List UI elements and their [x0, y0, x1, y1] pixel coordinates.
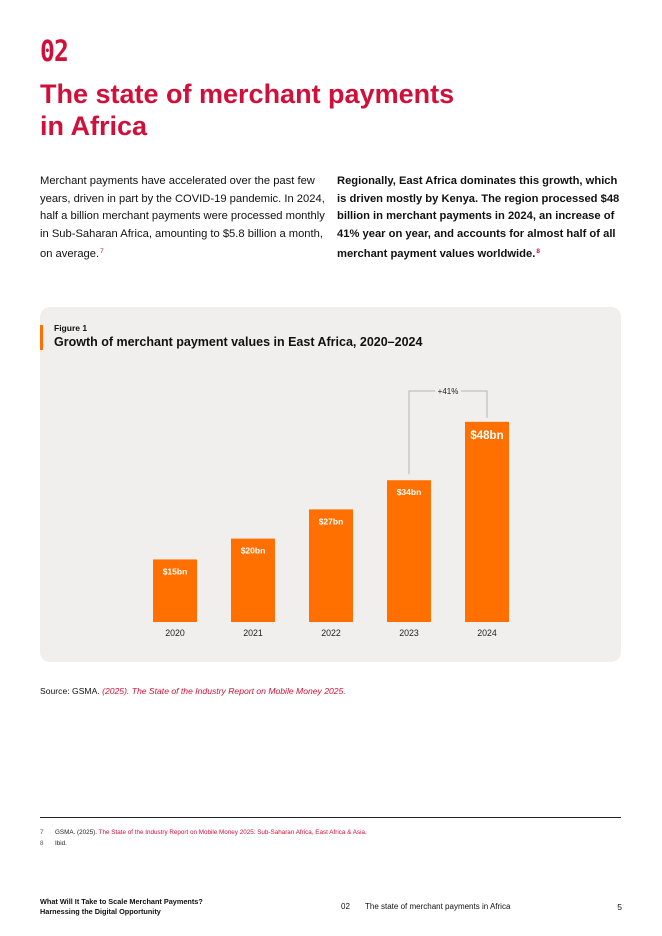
figure-kicker: Figure 1	[54, 323, 88, 333]
footnote-reference-link[interactable]: The State of the Industry Report on Mobile Money 2025: Sub-Saharan Africa, East Africa & Asia.	[98, 829, 367, 836]
bar-chart	[40, 307, 621, 662]
bar-value-label: $48bn	[470, 429, 504, 442]
footnote-text: GSMA. (2025).	[55, 829, 97, 836]
footer-chapter-title: The state of merchant payments in Africa	[365, 902, 511, 911]
footnote-8	[40, 840, 67, 847]
figure-title: Growth of merchant payment values in East Africa, 2020–2024	[54, 335, 423, 349]
bar-2024	[465, 422, 509, 622]
footer-publication-title	[40, 897, 270, 916]
source-prefix: Source: GSMA.	[40, 686, 100, 696]
footnote-marker-7[interactable]: 7	[100, 248, 104, 255]
source-reference[interactable]: (2025). The State of the Industry Report on Mobile Money 2025.	[102, 686, 346, 696]
footer-publication-line1: What Will It Take to Scale Merchant Payments?	[40, 897, 203, 906]
figure-source	[40, 686, 346, 696]
page-number: 5	[617, 902, 622, 912]
intro-right-text: Regionally, East Africa dominates this growth, which is driven mostly by Kenya. The region processed $48 billion in merchant payments in 2024, an increase of 41% year on year, and accounts for almost half of all merchant payment values worldwide.	[337, 175, 620, 260]
bar-value-label: $34bn	[396, 487, 422, 498]
intro-left-text: Merchant payments have accelerated over the past few years, driven in part by the COVID-19 pandemic. In 2024, half a billion merchant payments were processed monthly in Sub-Saharan Africa, amounting to $5.8 billion a month, on average.	[40, 175, 325, 260]
x-tick-label: 2023	[399, 628, 419, 638]
bar-value-label: $27bn	[318, 516, 344, 527]
x-tick-label: 2021	[243, 628, 263, 638]
footnote-divider	[40, 817, 621, 818]
x-tick-label: 2022	[321, 628, 341, 638]
bar-value-label: $15bn	[162, 566, 188, 577]
intro-left-paragraph	[40, 173, 325, 264]
chapter-title: The state of merchant payments in Africa	[40, 79, 455, 141]
footer-chapter-number: 02	[341, 902, 350, 911]
chapter-number: 02	[40, 34, 68, 68]
footnote-marker-8[interactable]: 8	[536, 248, 540, 255]
footnote-number: 8	[40, 840, 44, 847]
x-tick-label: 2024	[477, 628, 497, 638]
intro-right-paragraph	[337, 173, 627, 264]
x-tick-label: 2020	[165, 628, 185, 638]
growth-annotation: +41%	[437, 387, 459, 396]
footnote-number: 7	[40, 829, 44, 836]
footnote-7	[40, 829, 367, 836]
bar-value-label: $20bn	[240, 545, 266, 556]
footer-publication-line2: Harnessing the Digital Opportunity	[40, 906, 161, 916]
footnote-text: Ibid.	[55, 840, 67, 847]
bar-2023	[387, 480, 431, 622]
